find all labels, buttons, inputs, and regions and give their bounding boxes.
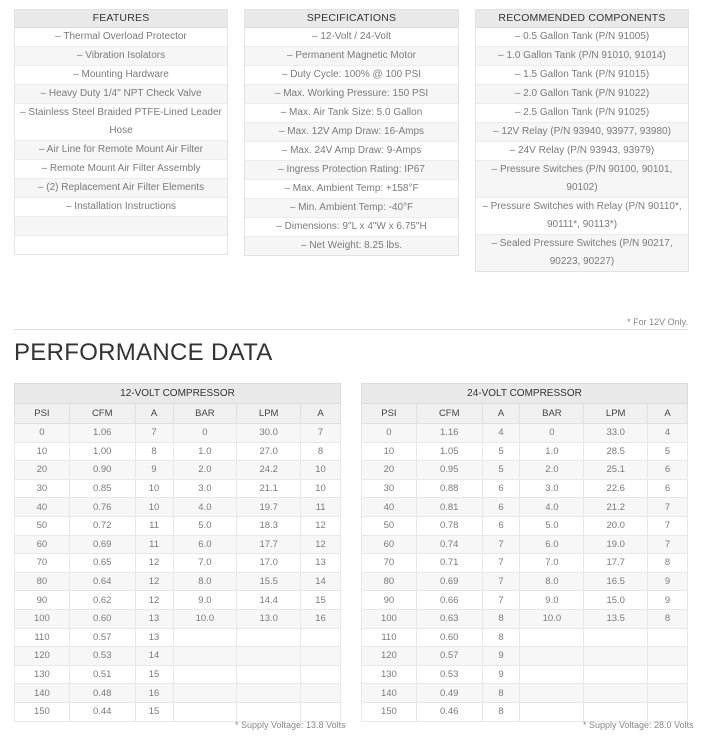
table-cell: 9	[482, 647, 520, 666]
table-row	[15, 572, 341, 591]
list-item: – Vibration Isolators	[15, 47, 227, 66]
table-title: 24-VOLT COMPRESSOR	[362, 384, 688, 404]
table-cell: 11	[135, 535, 173, 554]
table-cell: 30	[362, 479, 417, 498]
table-cell: 120	[15, 647, 70, 666]
table-cell: 8.0	[520, 572, 584, 591]
table-cell: 0.51	[69, 665, 135, 684]
table-row	[15, 628, 341, 647]
list-item: – Max. Air Tank Size: 5.0 Gallon	[245, 104, 458, 123]
table-cell	[584, 628, 648, 647]
table-cell: 0.90	[69, 461, 135, 480]
table-cell	[301, 647, 341, 666]
table-cell: 1.16	[416, 424, 482, 443]
table-cell: 9	[135, 461, 173, 480]
list-item: – Ingress Protection Rating: IP67	[245, 161, 458, 180]
table-cell: 15.5	[237, 572, 301, 591]
table-cell	[648, 665, 688, 684]
list-item: – Air Line for Remote Mount Air Filter	[15, 141, 227, 160]
table-cell: 0.66	[416, 591, 482, 610]
table-cell: 0.74	[416, 535, 482, 554]
table-cell: 120	[362, 647, 417, 666]
table-cell: 8	[482, 628, 520, 647]
table-cell: 14.4	[237, 591, 301, 610]
table-cell: 140	[362, 684, 417, 703]
table-row	[362, 479, 688, 498]
table-cell: 5	[482, 442, 520, 461]
list-item	[15, 236, 227, 254]
table-cell: 8	[648, 609, 688, 628]
table-cell: 12	[301, 516, 341, 535]
table-cell: 10	[301, 479, 341, 498]
recommended-components-box	[475, 9, 689, 272]
table-cell: 130	[15, 665, 70, 684]
table-cell: 7	[648, 535, 688, 554]
table-cell: 10	[135, 498, 173, 517]
table-cell: 1.05	[416, 442, 482, 461]
table-cell: 15	[135, 665, 173, 684]
column-header: PSI	[15, 404, 70, 424]
table-cell: 60	[15, 535, 70, 554]
table-row	[15, 424, 341, 443]
table-cell: 16	[135, 684, 173, 703]
table-cell: 70	[362, 554, 417, 573]
table-cell: 17.7	[237, 535, 301, 554]
list-item: – Pressure Switches (P/N 90100, 90101, 90102)	[476, 161, 688, 198]
table-row	[15, 591, 341, 610]
table-cell: 0.48	[69, 684, 135, 703]
list-item: – 12V Relay (P/N 93940, 93977, 93980)	[476, 123, 688, 142]
table-cell	[237, 702, 301, 721]
table-cell	[648, 684, 688, 703]
table-cell: 12	[135, 572, 173, 591]
table-cell	[520, 665, 584, 684]
table-row	[15, 684, 341, 703]
table-cell: 1.0	[173, 442, 237, 461]
performance-title: PERFORMANCE DATA	[14, 339, 273, 366]
table-cell: 7	[135, 424, 173, 443]
table-cell: 5.0	[520, 516, 584, 535]
table-cell: 6	[482, 479, 520, 498]
column-header: A	[648, 404, 688, 424]
table-cell	[301, 684, 341, 703]
table-cell: 13.5	[584, 609, 648, 628]
table-cell: 9.0	[173, 591, 237, 610]
table-cell: 17.0	[237, 554, 301, 573]
table-cell: 80	[15, 572, 70, 591]
table-cell	[648, 628, 688, 647]
table-row	[15, 665, 341, 684]
table-cell: 5.0	[173, 516, 237, 535]
table-cell: 15.0	[584, 591, 648, 610]
table-cell: 5	[482, 461, 520, 480]
table-row	[362, 702, 688, 721]
table-cell	[584, 684, 648, 703]
table-cell: 1.00	[69, 442, 135, 461]
list-item: – Sealed Pressure Switches (P/N 90217, 90223, 90227)	[476, 235, 688, 271]
table-cell: 0.49	[416, 684, 482, 703]
table-cell: 6	[482, 498, 520, 517]
table-cell: 0.71	[416, 554, 482, 573]
table-cell: 12	[301, 535, 341, 554]
table-cell: 140	[15, 684, 70, 703]
column-header: LPM	[237, 404, 301, 424]
table-cell: 24.2	[237, 461, 301, 480]
table-cell	[237, 665, 301, 684]
table-cell: 0.63	[416, 609, 482, 628]
table-cell: 15	[135, 702, 173, 721]
table-cell: 13	[135, 628, 173, 647]
table-cell: 18.3	[237, 516, 301, 535]
table-cell	[173, 628, 237, 647]
list-item: – Min. Ambient Temp: -40°F	[245, 199, 458, 218]
table-row	[15, 554, 341, 573]
table-cell	[301, 702, 341, 721]
table-cell: 6	[648, 461, 688, 480]
table-cell: 16.5	[584, 572, 648, 591]
list-item: – 0.5 Gallon Tank (P/N 91005)	[476, 28, 688, 47]
column-header: A	[135, 404, 173, 424]
table-cell: 25.1	[584, 461, 648, 480]
list-item: – Max. Ambient Temp: +158°F	[245, 180, 458, 199]
table-row	[362, 424, 688, 443]
table-cell	[520, 647, 584, 666]
features-list	[15, 28, 227, 254]
table-row	[362, 665, 688, 684]
table-cell: 0	[362, 424, 417, 443]
table-cell: 80	[362, 572, 417, 591]
table-cell: 16	[301, 609, 341, 628]
table-cell: 0.53	[69, 647, 135, 666]
table-cell	[237, 684, 301, 703]
list-item	[15, 217, 227, 236]
table-cell: 0.69	[69, 535, 135, 554]
list-item: – 1.0 Gallon Tank (P/N 91010, 91014)	[476, 47, 688, 66]
table-cell: 12	[135, 591, 173, 610]
table-cell: 2.0	[520, 461, 584, 480]
table-cell: 8	[482, 684, 520, 703]
table-cell	[584, 665, 648, 684]
list-item: – (2) Replacement Air Filter Elements	[15, 179, 227, 198]
table-cell: 10.0	[173, 609, 237, 628]
table-cell	[520, 702, 584, 721]
table-row	[362, 684, 688, 703]
list-item: – Mounting Hardware	[15, 66, 227, 85]
table-cell: 0.57	[69, 628, 135, 647]
table-row	[362, 554, 688, 573]
table-cell: 30	[15, 479, 70, 498]
table-cell: 40	[15, 498, 70, 517]
table-cell: 8	[482, 609, 520, 628]
table-cell	[584, 647, 648, 666]
table-cell: 22.6	[584, 479, 648, 498]
table-cell: 0.53	[416, 665, 482, 684]
table-cell: 8	[301, 442, 341, 461]
table-cell: 4.0	[520, 498, 584, 517]
table-title: 12-VOLT COMPRESSOR	[15, 384, 341, 404]
table-cell: 50	[362, 516, 417, 535]
table-cell: 12	[135, 554, 173, 573]
table-cell: 30.0	[237, 424, 301, 443]
table-cell: 14	[301, 572, 341, 591]
table-cell: 10	[301, 461, 341, 480]
table-cell	[173, 665, 237, 684]
recommended-components-title: RECOMMENDED COMPONENTS	[476, 10, 688, 28]
specifications-list	[245, 28, 458, 255]
table-row	[362, 628, 688, 647]
list-item: – 2.5 Gallon Tank (P/N 91025)	[476, 104, 688, 123]
table-cell: 0.60	[416, 628, 482, 647]
table-cell: 7	[648, 516, 688, 535]
table-cell	[648, 647, 688, 666]
table-cell	[237, 647, 301, 666]
table-cell: 9.0	[520, 591, 584, 610]
table-cell: 7.0	[173, 554, 237, 573]
table-cell: 14	[135, 647, 173, 666]
table-cell: 7	[482, 591, 520, 610]
table-cell: 110	[15, 628, 70, 647]
table-row	[362, 647, 688, 666]
table-cell: 0.78	[416, 516, 482, 535]
table-cell: 0	[173, 424, 237, 443]
table-cell: 0.95	[416, 461, 482, 480]
table-cell	[301, 665, 341, 684]
table-cell: 7	[301, 424, 341, 443]
table-cell: 0.76	[69, 498, 135, 517]
table-row	[15, 702, 341, 721]
table-cell: 40	[362, 498, 417, 517]
table-row	[362, 442, 688, 461]
table-cell: 7	[482, 554, 520, 573]
table-cell: 11	[301, 498, 341, 517]
list-item: – 2.0 Gallon Tank (P/N 91022)	[476, 85, 688, 104]
table-cell: 13	[135, 609, 173, 628]
table-cell: 20	[15, 461, 70, 480]
table-cell: 19.7	[237, 498, 301, 517]
table-cell: 19.0	[584, 535, 648, 554]
table-cell: 4	[482, 424, 520, 443]
table-cell: 0.65	[69, 554, 135, 573]
column-header: CFM	[69, 404, 135, 424]
table-row	[15, 461, 341, 480]
list-item: – Max. Working Pressure: 150 PSI	[245, 85, 458, 104]
table-cell: 90	[362, 591, 417, 610]
table-cell: 0	[15, 424, 70, 443]
column-header: BAR	[520, 404, 584, 424]
table-cell	[520, 628, 584, 647]
table-cell: 0.44	[69, 702, 135, 721]
table-cell: 20.0	[584, 516, 648, 535]
table-cell: 20	[362, 461, 417, 480]
table-cell	[173, 647, 237, 666]
table-cell: 9	[648, 591, 688, 610]
table-cell: 0.62	[69, 591, 135, 610]
table-row	[362, 609, 688, 628]
table-cell	[520, 684, 584, 703]
table-cell: 50	[15, 516, 70, 535]
column-header: LPM	[584, 404, 648, 424]
table-cell: 3.0	[520, 479, 584, 498]
column-header: A	[301, 404, 341, 424]
table-row	[15, 535, 341, 554]
table-cell	[584, 702, 648, 721]
table-cell: 1.06	[69, 424, 135, 443]
table-row	[15, 647, 341, 666]
list-item: – Thermal Overload Protector	[15, 28, 227, 47]
table-cell: 15	[301, 591, 341, 610]
table-row	[362, 591, 688, 610]
recommended-components-list	[476, 28, 688, 271]
table-cell: 150	[362, 702, 417, 721]
table-cell: 0.69	[416, 572, 482, 591]
table-cell: 9	[482, 665, 520, 684]
table-cell: 5	[648, 442, 688, 461]
table-cell: 8	[482, 702, 520, 721]
list-item: – 24V Relay (P/N 93943, 93979)	[476, 142, 688, 161]
list-item: – Pressure Switches with Relay (P/N 90110*, 90111*, 90113*)	[476, 198, 688, 235]
specifications-box	[244, 9, 459, 256]
table-cell: 9	[648, 572, 688, 591]
specifications-title: SPECIFICATIONS	[245, 10, 458, 28]
table-cell: 100	[362, 609, 417, 628]
table-cell: 6	[482, 516, 520, 535]
table-cell: 0.57	[416, 647, 482, 666]
table-cell	[173, 684, 237, 703]
table-cell: 10.0	[520, 609, 584, 628]
table-cell	[301, 628, 341, 647]
table-cell: 8	[648, 554, 688, 573]
table-cell: 130	[362, 665, 417, 684]
performance-table-24v	[361, 383, 688, 722]
table-row	[362, 516, 688, 535]
table-cell: 0.46	[416, 702, 482, 721]
table-cell: 7	[482, 535, 520, 554]
table-row	[15, 498, 341, 517]
list-item: – Stainless Steel Braided PTFE-Lined Leader Hose	[15, 104, 227, 141]
table-cell: 17.7	[584, 554, 648, 573]
list-item: – 1.5 Gallon Tank (P/N 91015)	[476, 66, 688, 85]
table-cell: 0.85	[69, 479, 135, 498]
table-cell: 6.0	[520, 535, 584, 554]
relay-footnote: * For 12V Only.	[627, 317, 688, 327]
table-cell: 2.0	[173, 461, 237, 480]
table-cell: 7	[648, 498, 688, 517]
table-cell: 27.0	[237, 442, 301, 461]
table-cell: 6.0	[173, 535, 237, 554]
table-cell: 150	[15, 702, 70, 721]
table-cell: 60	[362, 535, 417, 554]
table-cell: 0	[520, 424, 584, 443]
table-cell: 8.0	[173, 572, 237, 591]
list-item: – Permanent Magnetic Motor	[245, 47, 458, 66]
table-cell: 0.88	[416, 479, 482, 498]
table-cell: 6	[648, 479, 688, 498]
table-cell: 4.0	[173, 498, 237, 517]
table-cell: 100	[15, 609, 70, 628]
table-cell: 11	[135, 516, 173, 535]
list-item: – Max. 12V Amp Draw: 16-Amps	[245, 123, 458, 142]
list-item: – Remote Mount Air Filter Assembly	[15, 160, 227, 179]
list-item: – Dimensions: 9"L x 4"W x 6.75"H	[245, 218, 458, 237]
table-cell: 4	[648, 424, 688, 443]
table-row	[362, 461, 688, 480]
section-divider	[14, 329, 688, 330]
table-cell: 33.0	[584, 424, 648, 443]
table-row	[15, 479, 341, 498]
list-item: – 12-Volt / 24-Volt	[245, 28, 458, 47]
list-item: – Max. 24V Amp Draw: 9-Amps	[245, 142, 458, 161]
supply-voltage-note-24v: * Supply Voltage: 28.0 Volts	[583, 720, 694, 730]
table-cell: 10	[135, 479, 173, 498]
table-row	[362, 572, 688, 591]
table-cell	[173, 702, 237, 721]
table-cell: 13	[301, 554, 341, 573]
list-item: – Duty Cycle: 100% @ 100 PSI	[245, 66, 458, 85]
table-cell	[237, 628, 301, 647]
table-cell: 0.81	[416, 498, 482, 517]
table-row	[15, 442, 341, 461]
table-cell: 7.0	[520, 554, 584, 573]
table-cell: 0.60	[69, 609, 135, 628]
table-cell: 0.64	[69, 572, 135, 591]
table-cell: 8	[135, 442, 173, 461]
table-cell	[648, 702, 688, 721]
table-cell: 70	[15, 554, 70, 573]
table-row	[15, 609, 341, 628]
column-header: PSI	[362, 404, 417, 424]
table-row	[362, 498, 688, 517]
features-box	[14, 9, 228, 255]
table-cell: 28.5	[584, 442, 648, 461]
column-header: BAR	[173, 404, 237, 424]
table-row	[362, 535, 688, 554]
table-cell: 10	[362, 442, 417, 461]
column-header: A	[482, 404, 520, 424]
supply-voltage-note-12v: * Supply Voltage: 13.8 Volts	[235, 720, 346, 730]
table-cell: 10	[15, 442, 70, 461]
table-cell: 21.2	[584, 498, 648, 517]
list-item: – Heavy Duty 1/4" NPT Check Valve	[15, 85, 227, 104]
table-cell: 13.0	[237, 609, 301, 628]
table-cell: 7	[482, 572, 520, 591]
table-cell: 110	[362, 628, 417, 647]
table-cell: 0.72	[69, 516, 135, 535]
table-cell: 21.1	[237, 479, 301, 498]
list-item: – Net Weight: 8.25 lbs.	[245, 237, 458, 255]
table-row	[15, 516, 341, 535]
table-cell: 3.0	[173, 479, 237, 498]
table-cell: 90	[15, 591, 70, 610]
list-item: – Installation Instructions	[15, 198, 227, 217]
features-title: FEATURES	[15, 10, 227, 28]
performance-table-12v	[14, 383, 341, 722]
column-header: CFM	[416, 404, 482, 424]
table-cell: 1.0	[520, 442, 584, 461]
